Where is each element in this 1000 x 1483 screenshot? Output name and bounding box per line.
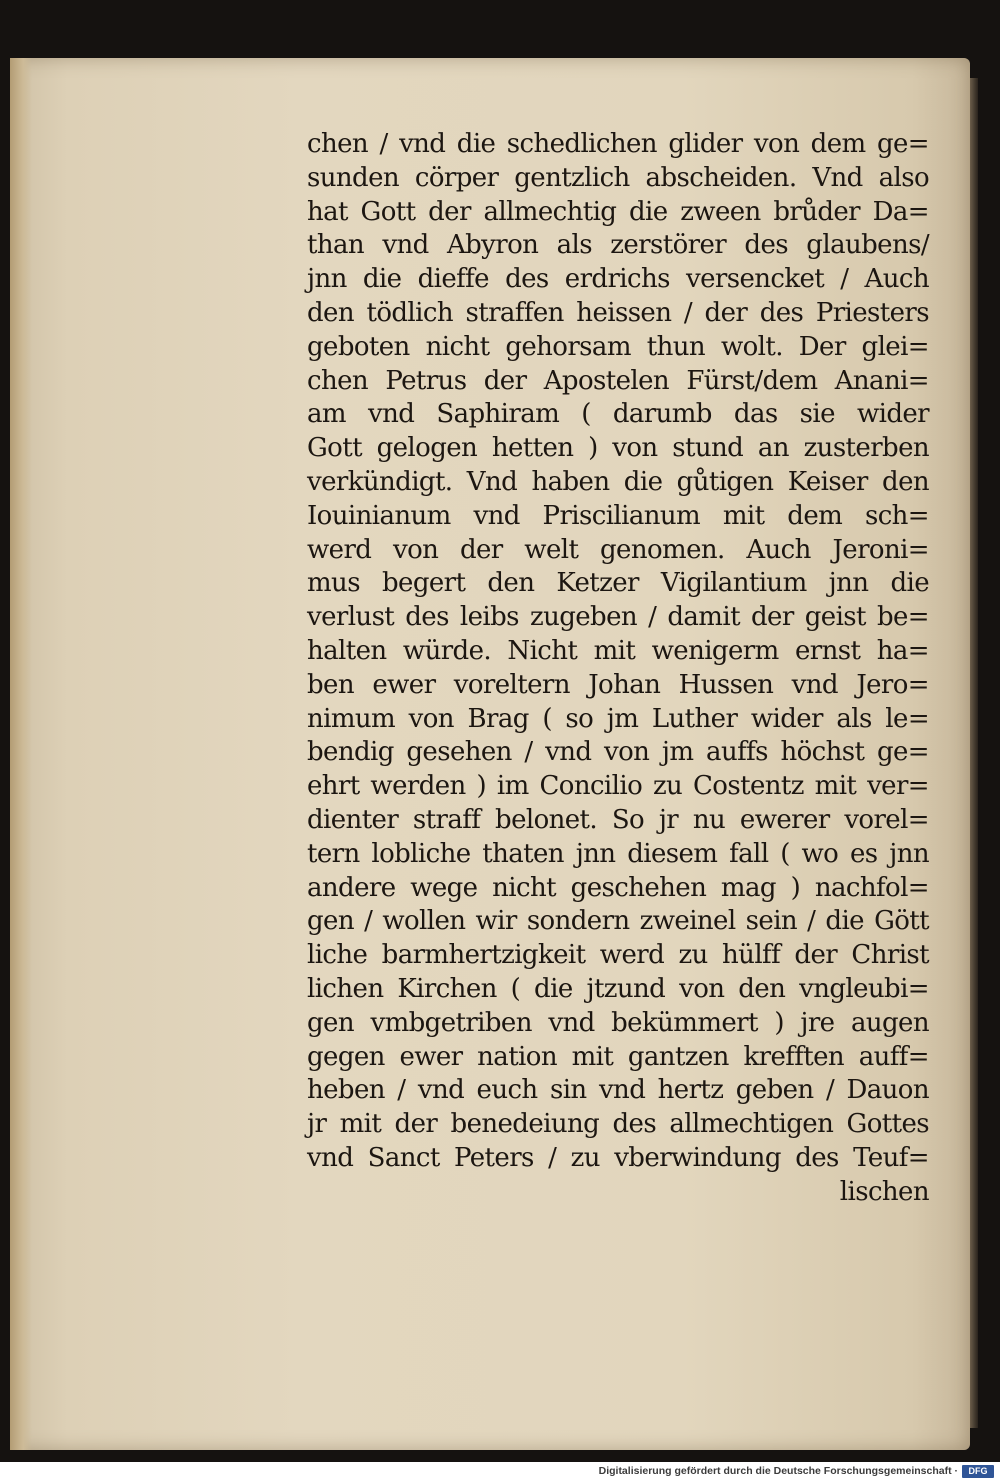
text-line: verlust des leibs zugeben / damit der geist be= <box>307 602 929 633</box>
text-line: dienter straff belonet. So jr nu ewerer vorel= <box>307 804 929 835</box>
text-line: gegen ewer nation mit gantzen krefften auff= <box>307 1041 929 1072</box>
page-edge <box>970 78 978 1428</box>
text-line: am vnd Saphiram ( darumb das sie wider <box>307 399 929 430</box>
dfg-logo-icon: DFG <box>962 1465 994 1478</box>
text-line: liche barmhertzigkeit werd zu hülff der Christ <box>307 940 929 971</box>
text-line: geboten nicht gehorsam thun wolt. Der glei= <box>307 331 929 362</box>
text-line: tern lobliche thaten jnn diesem fall ( wo es jnn <box>307 838 929 869</box>
page-gutter <box>10 58 32 1450</box>
text-line: ehrt werden ) im Concilio zu Costentz mit ver= <box>307 771 929 802</box>
text-line: den tödlich straffen heissen / der des Priesters <box>307 297 929 328</box>
footer-bar <box>0 1462 1000 1483</box>
text-line: werd von der welt genomen. Auch Jeroni= <box>307 534 929 565</box>
text-line: chen Petrus der Apostelen Fürst/dem Anani= <box>307 365 929 396</box>
text-line: bendig gesehen / vnd von jm auffs höchst ge= <box>307 737 929 768</box>
text-line: Gott gelogen hetten ) von stund an zusterben <box>307 433 929 464</box>
catchword: lischen <box>839 1176 929 1207</box>
funding-credit: Digitalisierung gefördert durch die Deutsche Forschungsgemeinschaft · <box>598 1465 958 1477</box>
text-line: ben ewer voreltern Johan Hussen vnd Jero= <box>307 669 929 700</box>
book-page <box>10 58 970 1450</box>
text-line: sunden cörper gentzlich abscheiden. Vnd also <box>307 162 929 193</box>
text-line: hat Gott der allmechtig die zween brůder Da= <box>307 196 929 227</box>
text-line: lichen Kirchen ( die jtzund von den vngleubi= <box>307 973 929 1004</box>
text-line: gen vmbgetriben vnd bekümmert ) jre augen <box>307 1007 929 1038</box>
text-line: mus begert den Ketzer Vigilantium jnn die <box>307 568 929 599</box>
text-line: Iouinianum vnd Priscilianum mit dem sch= <box>307 500 929 531</box>
text-line: than vnd Abyron als zerstörer des glaubens/ <box>307 230 929 261</box>
text-line: verkündigt. Vnd haben die gůtigen Keiser den <box>307 466 929 497</box>
text-line: gen / wollen wir sondern zweinel sein / die Gött <box>307 906 929 937</box>
text-line: jnn die dieffe des erdrichs versencket / Auch <box>307 264 929 295</box>
text-line: vnd Sanct Peters / zu vberwindung des Teuf= <box>307 1142 929 1173</box>
text-line: andere wege nicht geschehen mag ) nachfol= <box>307 872 929 903</box>
text-block <box>307 128 929 1210</box>
text-line: heben / vnd euch sin vnd hertz geben / Dauon <box>307 1075 929 1106</box>
text-line: halten würde. Nicht mit wenigerm ernst ha= <box>307 635 929 666</box>
text-line: chen / vnd die schedlichen glider von dem ge= <box>307 129 929 159</box>
text-line: jr mit der benedeiung des allmechtigen Gottes <box>307 1109 929 1140</box>
text-line: nimum von Brag ( so jm Luther wider als le= <box>307 703 929 734</box>
